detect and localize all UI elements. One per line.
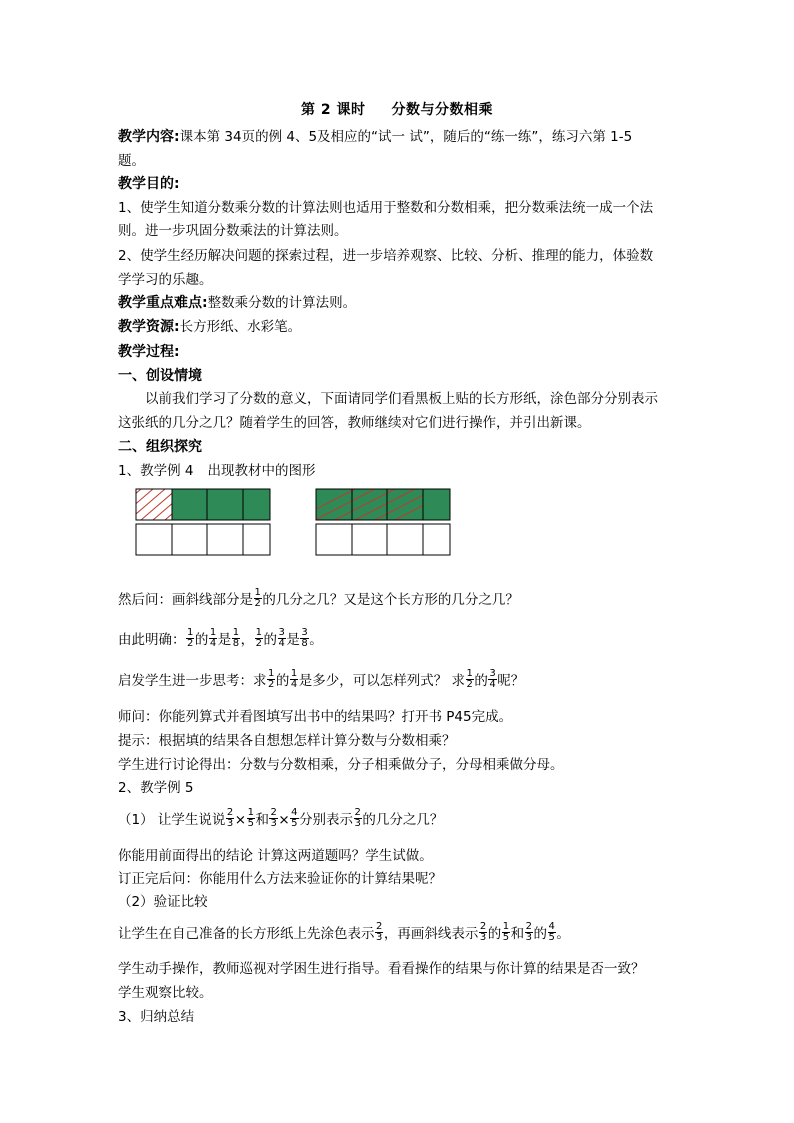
paint-line: 让学生在自己准备的长方形纸上先涂色表示 $\frac{2}{3}$ ，再画斜线表示 $\frac{2}{3}$ 的 $\frac{1}{5}$ 和 $\frac{2}{3}$ 的 $\frac{4}{5}$ 。 — [118, 920, 570, 943]
fraction: $\frac{4}{5}$ — [548, 920, 555, 943]
resources-label: 教学资源: — [118, 319, 180, 335]
content-label: 教学内容: — [118, 129, 180, 145]
hint-line: 提示：根据填的结果各自想想怎样计算分数与分数相乘？ — [118, 733, 456, 749]
fraction: $\frac{1}{2}$ — [254, 586, 261, 609]
keypoints-label: 教学重点难点: — [118, 295, 208, 311]
fraction: $\frac{2}{3}$ — [479, 920, 487, 943]
lesson-topic: 分数与分数相乘 — [391, 102, 493, 118]
example5-line: 2、教学例 5 — [118, 780, 194, 796]
fraction: $\frac{1}{8}$ — [232, 626, 240, 649]
figure-left — [135, 488, 271, 556]
fraction: $\frac{2}{3}$ — [226, 806, 234, 829]
verify-question: 订正完后问：你能用什么方法来验证你的计算结果呢？ — [118, 871, 442, 887]
lesson-number: 第 2 课时 — [301, 102, 366, 118]
fraction: $\frac{3}{8}$ — [301, 626, 308, 649]
section1-p2: 这张纸的几分之几？随着学生的回答，教师继续对它们进行操作，并引出新课。 — [118, 415, 591, 431]
section1-p1: 以前我们学习了分数的意义，下面请同学们看黑板上贴的长方形纸，涂色部分分别表示 — [145, 391, 658, 407]
conclusion-line: 你能用前面得出的结论 计算这两道题吗？学生试做。 — [118, 848, 433, 864]
fraction: $\frac{1}{2}$ — [187, 626, 194, 649]
clear-line: 由此明确： $\frac{1}{2}$ 的 $\frac{1}{4}$ 是 $\frac{1}{8}$ ， $\frac{1}{2}$ 的 $\frac{3}{4}$ 是 $\frac{3}{8}$ 。 — [118, 626, 323, 649]
ask-line: 然后问：画斜线部分是 $\frac{1}{2}$ 的几分之几？又是这个长方形的几分之几？ — [118, 586, 519, 609]
fraction: $\frac{3}{4}$ — [278, 626, 285, 649]
fraction: $\frac{1}{4}$ — [290, 667, 298, 690]
fraction: $\frac{4}{5}$ — [291, 806, 298, 829]
fraction: $\frac{2}{3}$ — [354, 806, 361, 829]
fraction: $\frac{1}{5}$ — [247, 806, 254, 829]
fraction: $\frac{1}{5}$ — [502, 920, 510, 943]
fraction: $\frac{1}{2}$ — [466, 667, 473, 690]
fraction: $\frac{2}{3}$ — [270, 806, 277, 829]
keypoints-line: 教学重点难点:整数乘分数的计算法则。 — [118, 295, 357, 311]
observe-line: 学生观察比较。 — [118, 985, 213, 1001]
summary-line: 3、归纳总结 — [118, 1009, 195, 1025]
figure-right — [315, 488, 451, 556]
discuss-line: 学生进行讨论得出：分数与分数相乘，分子相乘做分子，分母相乘做分母。 — [118, 757, 564, 773]
teacher-ask: 师问：你能列算式并看图填写出书中的结果吗？打开书 P45完成。 — [118, 709, 513, 725]
goals-label: 教学目的: — [118, 176, 180, 192]
verify-label: （2）验证比较 — [118, 894, 208, 910]
operate-line: 学生动手操作，教师巡视对学困生进行指导。看看操作的结果与你计算的结果是否一致？ — [118, 961, 645, 977]
resources-line: 教学资源:长方形纸、水彩笔。 — [118, 319, 302, 335]
fraction: $\frac{1}{2}$ — [255, 626, 262, 649]
hatched-cell — [136, 489, 172, 520]
fraction: $\frac{2}{3}$ — [525, 920, 532, 943]
goal-2b: 学学习的乐趣。 — [118, 272, 213, 288]
fraction: $\frac{2}{3}$ — [376, 920, 383, 943]
section1-heading: 一、创设情境 — [118, 368, 202, 384]
process-label: 教学过程: — [118, 344, 180, 360]
content-line-2: 题。 — [118, 153, 145, 169]
goal-2a: 2、使学生经历解决问题的探索过程，进一步培养观察、比较、分析、推理的能力，体验数 — [118, 248, 654, 264]
goal-1b: 则。进一步巩固分数乘法的计算法则。 — [118, 223, 348, 239]
goal-1a: 1、使学生知道分数乘分数的计算法则也适用于整数和分数相乘，把分数乘法统一成一个法 — [118, 200, 654, 216]
q1-line: （1） 让学生说说 $\frac{2}{3}$ × $\frac{1}{5}$ 和 $\frac{2}{3}$ × $\frac{4}{5}$ 分别表示 $\frac{2}{3}$ 的几分之几？ — [118, 806, 444, 829]
example4-line: 1、教学例 4 出现教材中的图形 — [118, 463, 316, 479]
fraction: $\frac{1}{2}$ — [268, 667, 275, 690]
content-line: 教学内容:课本第 34页的例 4、5及相应的“试一 试”，随后的“练一练”，练习六第 1-5 — [118, 129, 633, 145]
section2-heading: 二、组织探究 — [118, 439, 202, 455]
page-title — [0, 99, 794, 119]
think-line: 启发学生进一步思考：求 $\frac{1}{2}$ 的 $\frac{1}{4}$ 是多少，可以怎样列式？ 求 $\frac{1}{2}$ 的 $\frac{3}{4}$ 呢？ — [118, 667, 525, 690]
fraction: $\frac{3}{4}$ — [489, 667, 496, 690]
fraction: $\frac{1}{4}$ — [209, 626, 217, 649]
